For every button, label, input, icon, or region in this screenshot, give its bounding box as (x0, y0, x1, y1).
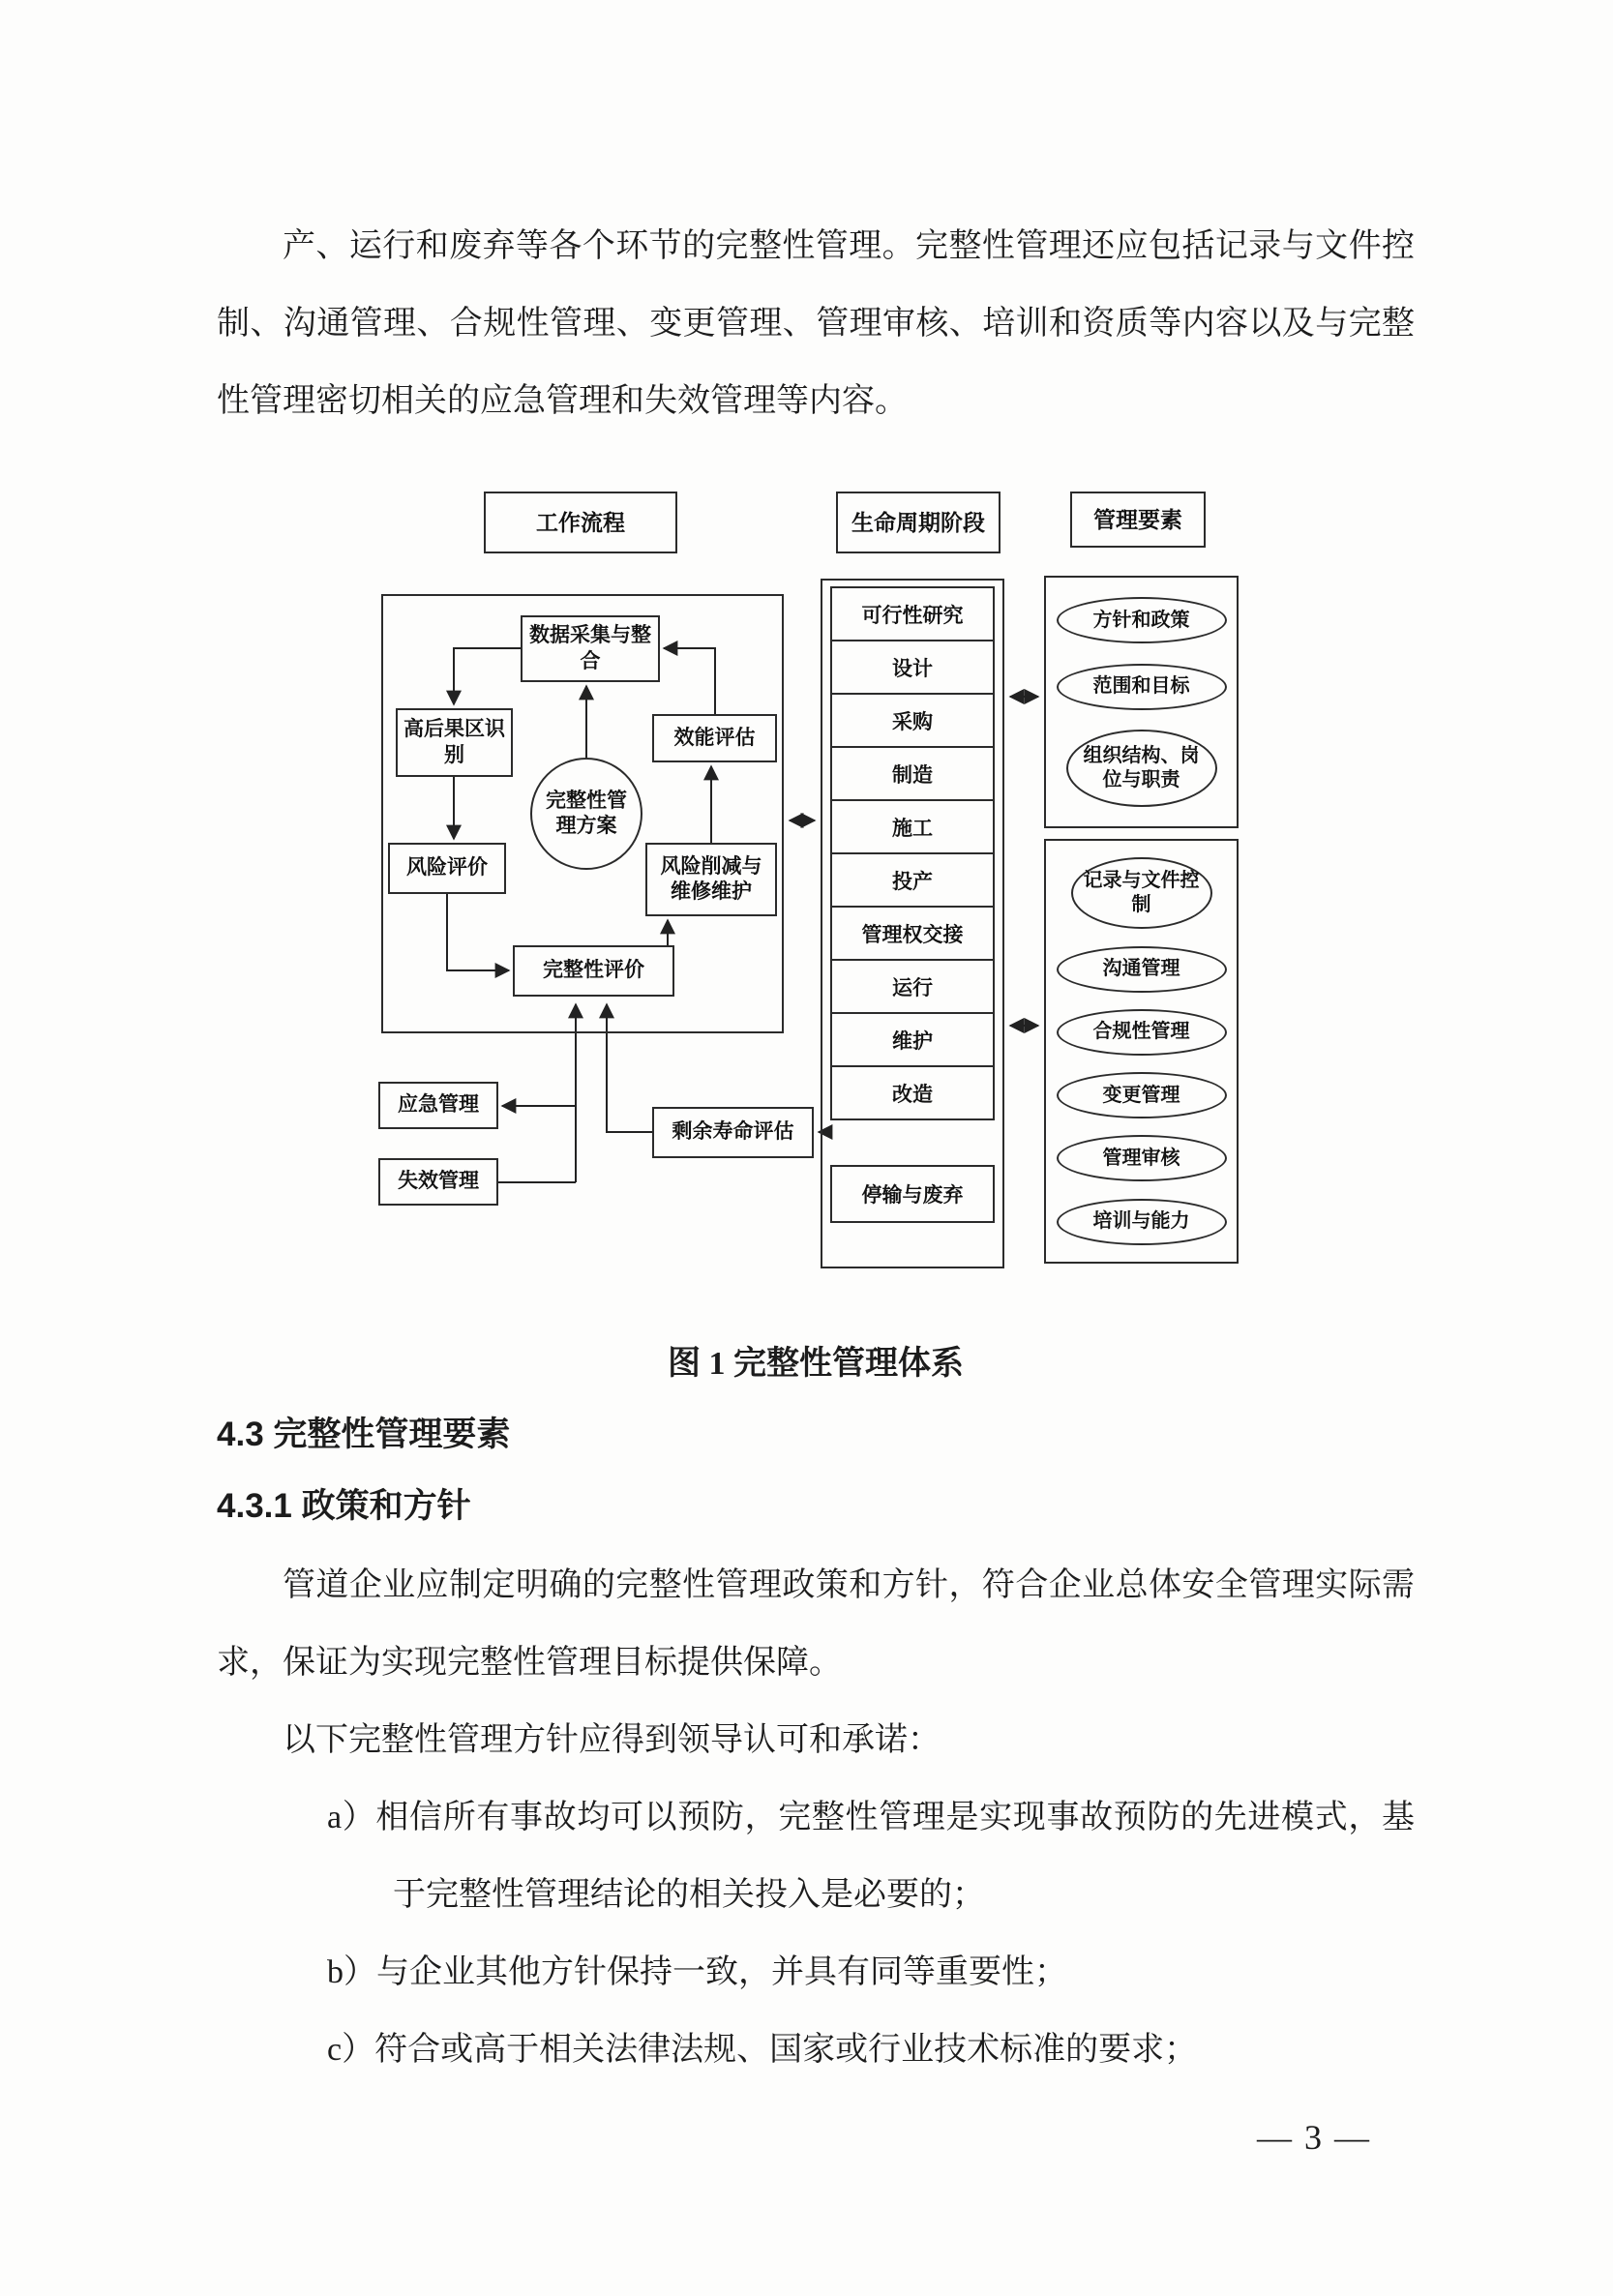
management-element: 范围和目标 (1057, 664, 1227, 710)
lifecycle-stage: 维护 (830, 1012, 995, 1067)
lifecycle-stage: 投产 (830, 852, 995, 908)
diagram-header-workflow: 工作流程 (484, 492, 677, 553)
page-number: — 3 — (1257, 2118, 1371, 2157)
elements-group-support (1044, 839, 1239, 1264)
policy-item-a: a）相信所有事故均可以预防，完整性管理是实现事故预防的先进模式，基于完整性管理结论的相关投入是必要的； (327, 1800, 1415, 1913)
node-integrity-plan: 完整性管理方案 (530, 758, 642, 870)
policy-paragraph: 管道企业应制定明确的完整性管理政策和方针，符合企业总体安全管理实际需求，保证为实现完整性管理目标提供保障。 (217, 1567, 1415, 1681)
management-element: 记录与文件控制 (1071, 857, 1212, 929)
section-heading-4-3: 4.3 完整性管理要素 (217, 1416, 511, 1453)
lifecycle-column (821, 579, 1004, 1268)
integrity-management-diagram (377, 484, 1248, 1287)
node-risk-assessment: 风险评价 (388, 843, 506, 894)
management-element: 变更管理 (1057, 1072, 1227, 1118)
lifecycle-stage: 可行性研究 (830, 586, 995, 641)
management-element: 合规性管理 (1057, 1009, 1227, 1056)
policy-item-b: b）与企业其他方针保持一致，并具有同等重要性； (327, 1954, 1067, 1990)
node-remaining-life-assessment: 剩余寿命评估 (652, 1107, 814, 1158)
node-failure-management: 失效管理 (378, 1158, 498, 1206)
node-performance-evaluation: 效能评估 (652, 714, 777, 762)
lifecycle-stage: 设计 (830, 640, 995, 695)
lifecycle-stage: 采购 (830, 693, 995, 748)
figure-caption: 图 1 完整性管理体系 (668, 1346, 964, 1382)
management-element: 沟通管理 (1057, 946, 1227, 993)
node-risk-mitigation-maintenance: 风险削减与维修维护 (645, 843, 777, 916)
node-data-collection: 数据采集与整合 (521, 615, 660, 682)
management-element: 组织结构、岗位与职责 (1066, 730, 1217, 807)
commitment-lead-in: 以下完整性管理方针应得到领导认可和承诺： (283, 1722, 941, 1758)
lifecycle-stage: 制造 (830, 746, 995, 801)
management-element: 管理审核 (1057, 1135, 1227, 1181)
lifecycle-stage: 施工 (830, 799, 995, 854)
management-element: 方针和政策 (1057, 597, 1227, 643)
management-element: 培训与能力 (1057, 1199, 1227, 1245)
policy-item-c: c）符合或高于相关法律法规、国家或行业技术标准的要求； (327, 2032, 1198, 2068)
lifecycle-stage: 停输与废弃 (830, 1165, 995, 1223)
node-hca-identification: 高后果区识别 (396, 708, 513, 777)
diagram-header-elements: 管理要素 (1070, 492, 1206, 548)
intro-paragraph: 产、运行和废弃等各个环节的完整性管理。完整性管理还应包括记录与文件控制、沟通管理、合规性管理、变更管理、管理审核、培训和资质等内容以及与完整性管理密切相关的应急管理和失效管理等内容。 (217, 228, 1415, 419)
node-integrity-evaluation: 完整性评价 (513, 945, 674, 997)
node-emergency-management: 应急管理 (378, 1082, 498, 1129)
diagram-header-lifecycle: 生命周期阶段 (836, 492, 1001, 553)
section-heading-4-3-1: 4.3.1 政策和方针 (217, 1487, 471, 1525)
elements-group-policy (1044, 576, 1239, 828)
lifecycle-stage: 运行 (830, 959, 995, 1014)
lifecycle-stage: 改造 (830, 1065, 995, 1120)
lifecycle-stage: 管理权交接 (830, 906, 995, 961)
